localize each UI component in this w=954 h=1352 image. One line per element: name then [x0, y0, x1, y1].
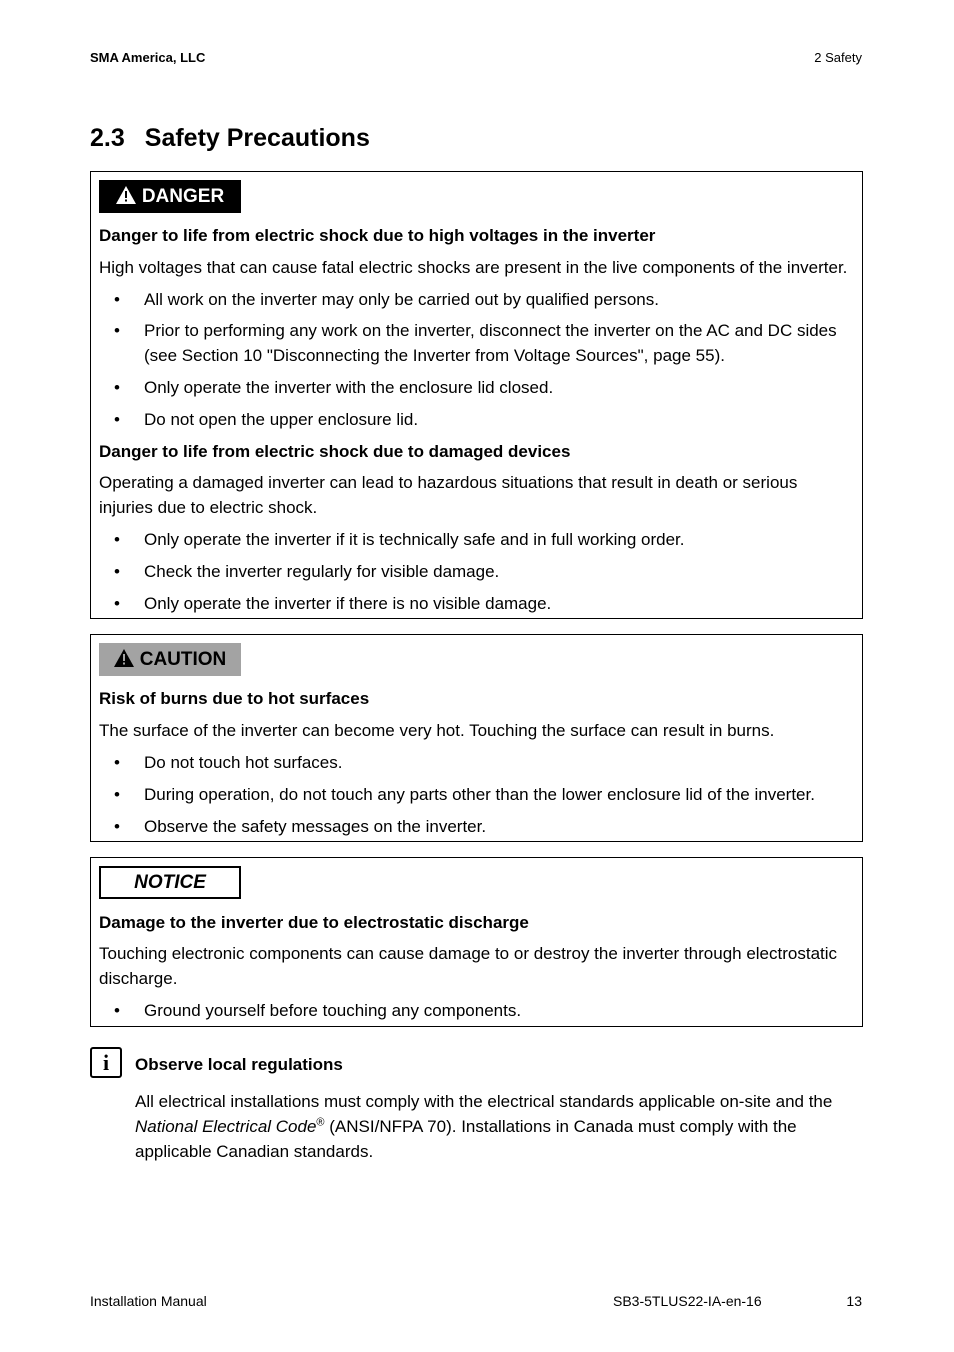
danger-badge: [99, 180, 241, 213]
danger-paragraph-1: High voltages that can cause fatal electric shocks are present in the live components of the inverter.: [99, 258, 848, 277]
caution-box: [90, 634, 863, 842]
danger-heading-1: Danger to life from electric shock due to high voltages in the inverter: [99, 226, 656, 245]
bullet-icon: •: [114, 1001, 120, 1020]
danger-bullet-7: Only operate the inverter if there is no visible damage.: [144, 594, 552, 613]
danger-bullet-3: Only operate the inverter with the enclosure lid closed.: [144, 378, 554, 397]
footer-doc-id: SB3-5TLUS22-IA-en-16: [613, 1293, 762, 1309]
danger-paragraph-2: Operating a damaged inverter can lead to hazardous situations that result in death or serious injuries due to electric shock.: [99, 473, 798, 517]
info-icon: [90, 1047, 122, 1078]
bullet-icon: •: [114, 321, 120, 340]
bullet-icon: •: [114, 753, 120, 772]
info-text-part-2: (ANSI/NFPA 70). Installations in Canada must comply with the applicable Canadian standards.: [135, 1117, 797, 1161]
footer-doc-title: Installation Manual: [90, 1293, 207, 1309]
notice-paragraph: Touching electronic components can cause damage to or destroy the inverter through electrostatic discharge.: [99, 944, 838, 988]
section-number: 2.3: [90, 124, 125, 152]
bullet-icon: •: [114, 594, 120, 613]
page-header-company: SMA America, LLC: [90, 50, 206, 65]
danger-bullet-5: Only operate the inverter if it is technically safe and in full working order.: [144, 530, 685, 549]
danger-badge-label: DANGER: [141, 185, 225, 207]
warning-triangle-icon: [116, 186, 136, 207]
caution-bullet-3: Observe the safety messages on the inverter.: [144, 817, 487, 836]
info-title: Observe local regulations: [135, 1055, 343, 1074]
footer-page-number: 13: [846, 1293, 862, 1309]
caution-badge: [99, 643, 241, 676]
caution-heading: Risk of burns due to hot surfaces: [99, 689, 370, 708]
registered-mark: ®: [316, 1116, 325, 1129]
bullet-icon: •: [114, 290, 120, 309]
notice-badge-label: NOTICE: [134, 871, 206, 893]
bullet-icon: •: [114, 562, 120, 581]
caution-badge-label: CAUTION: [139, 648, 227, 670]
bullet-icon: •: [114, 817, 120, 836]
danger-bullet-1: All work on the inverter may only be carried out by qualified persons.: [144, 290, 659, 309]
danger-bullet-2: Prior to performing any work on the inverter, disconnect the inverter on the AC and DC sides (see Section 10 "Disconnecting the Inverter from Voltage Sources", page 55).: [144, 321, 837, 365]
caution-bullet-2: During operation, do not touch any parts other than the lower enclosure lid of the inverter.: [144, 785, 815, 804]
info-icon-glyph: i: [102, 1049, 110, 1075]
notice-bullet-1: Ground yourself before touching any components.: [144, 1001, 522, 1020]
warning-triangle-icon: [114, 649, 134, 670]
caution-bullet-1: Do not touch hot surfaces.: [144, 753, 343, 772]
section-title-text: Safety Precautions: [144, 124, 370, 152]
bullet-icon: •: [114, 378, 120, 397]
info-text-italic: National Electrical Code: [135, 1117, 317, 1136]
danger-bullet-4: Do not open the upper enclosure lid.: [144, 410, 419, 429]
notice-heading: Damage to the inverter due to electrostatic discharge: [99, 913, 529, 932]
notice-badge: [99, 866, 241, 899]
info-text-part-1: All electrical installations must comply with the electrical standards applicable on-site and the: [135, 1092, 833, 1111]
danger-box: [90, 171, 863, 619]
info-text: [135, 1089, 860, 1164]
bullet-icon: •: [114, 410, 120, 429]
caution-paragraph: The surface of the inverter can become very hot. Touching the surface can result in burns.: [99, 721, 775, 740]
notice-box: [90, 857, 863, 1027]
danger-heading-2: Danger to life from electric shock due to damaged devices: [99, 442, 571, 461]
danger-bullet-6: Check the inverter regularly for visible damage.: [144, 562, 500, 581]
bullet-icon: •: [114, 785, 120, 804]
page-header-chapter: 2 Safety: [814, 50, 862, 65]
bullet-icon: •: [114, 530, 120, 549]
section-title: [90, 124, 370, 153]
